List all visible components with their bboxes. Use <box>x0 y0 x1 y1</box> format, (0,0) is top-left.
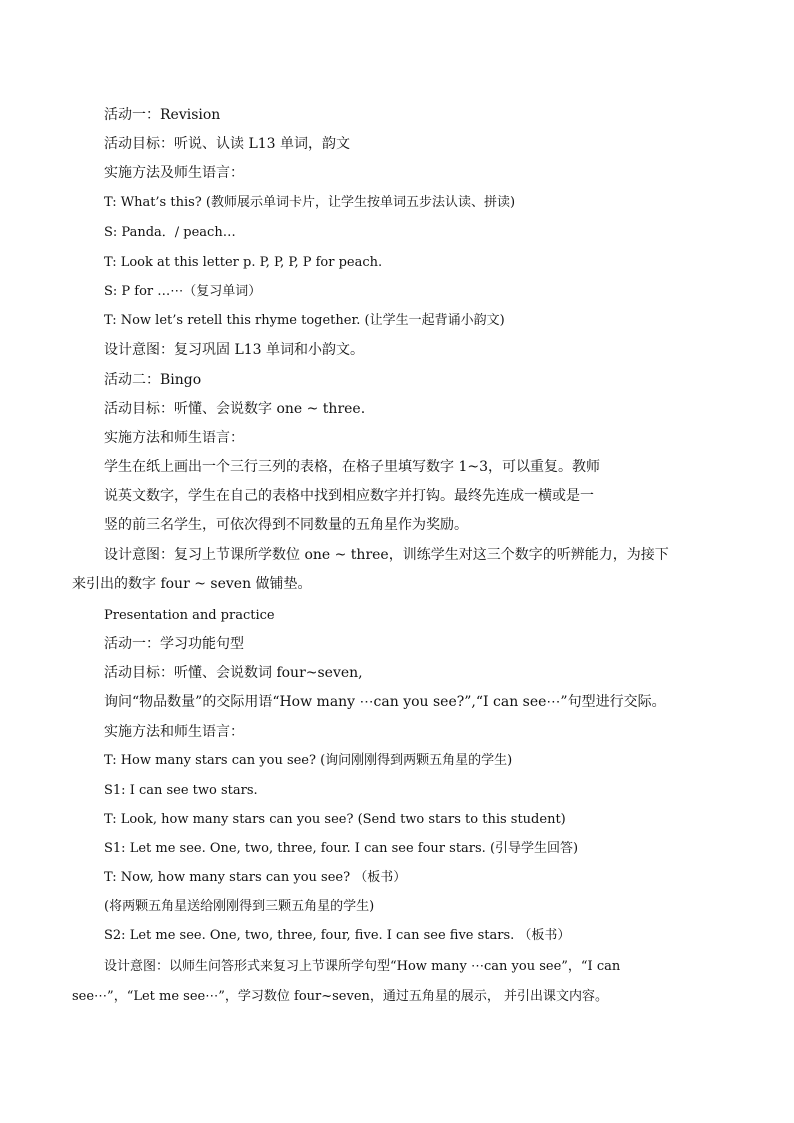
dialogue-line: S2: Let me see. One, two, three, four, five. I can see five stars. （板书） <box>104 928 571 943</box>
activity2-bingo-heading: 活动二：Bingo <box>104 372 202 388</box>
design-intent: 设计意图：复习巩固 L13 单词和小韵文。 <box>104 342 365 358</box>
activity1-method-heading: 实施方法及师生语言： <box>104 165 244 181</box>
dialogue-line: S: P for …⋯（复习单词） <box>104 284 262 299</box>
activity1-goal: 活动目标：听说、认读 L13 单词，韵文 <box>104 136 351 152</box>
dialogue-line: T: Now, how many stars can you see? （板书） <box>104 870 407 885</box>
activity-goal: 活动目标：听懂、会说数词 four~seven, <box>104 665 363 681</box>
activity-heading: 活动一：学习功能句型 <box>104 636 244 652</box>
paragraph-line: 学生在纸上画出一个三行三列的表格，在格子里填写数字 1~3，可以重复。教师 <box>104 459 600 475</box>
dialogue-line: S1: I can see two stars. <box>104 783 258 798</box>
design-intent: 设计意图：以师生问答形式来复习上节课所学句型“How many ⋯can you see”，“I can <box>104 959 621 974</box>
paragraph-line: 说英文数字，学生在自己的表格中找到相应数字并打钩。最终先连成一横或是一 <box>104 488 594 504</box>
paragraph-line: 竖的前三名学生，可依次得到不同数量的五角星作为奖励。 <box>104 517 468 533</box>
activity1-revision-heading: 活动一：Revision <box>104 107 221 123</box>
dialogue-line: T: Now let’s retell this rhyme together. (让学生一起背诵小韵文) <box>104 313 505 328</box>
design-intent: 设计意图：复习上节课所学数位 one ~ three，训练学生对这三个数字的听辨能力，为接下 <box>104 547 669 563</box>
dialogue-line: T: Look at this letter p. P, P, P, P for peach. <box>104 255 383 270</box>
method-heading: 实施方法和师生语言： <box>104 724 244 740</box>
activity2-method-heading: 实施方法和师生语言： <box>104 430 244 446</box>
activity2-goal: 活动目标：听懂、会说数字 one ~ three. <box>104 401 366 417</box>
dialogue-line: (将两颗五角星送给刚刚得到三颗五角星的学生) <box>104 899 375 914</box>
dialogue-line: S1: Let me see. One, two, three, four. I can see four stars. (引导学生回答) <box>104 841 579 856</box>
dialogue-line: S: Panda．/ peach… <box>104 225 236 240</box>
dialogue-line: T: How many stars can you see? (询问刚刚得到两颗五角星的学生) <box>104 753 513 768</box>
activity-goal-continued: 询问“物品数量”的交际用语“How many ⋯can you see?”,“I can see⋯”句型进行交际。 <box>104 694 666 710</box>
design-intent-continued: 来引出的数字 four ~ seven 做铺垫。 <box>72 576 312 592</box>
dialogue-line: T: What’s this? (教师展示单词卡片，让学生按单词五步法认读、拼读) <box>104 195 516 210</box>
dialogue-line: T: Look, how many stars can you see? (Send two stars to this student) <box>104 812 566 827</box>
design-intent-continued: see⋯”，“Let me see⋯”，学习数位 four~seven，通过五角星的展示， 并引出课文内容。 <box>72 989 609 1004</box>
section-heading: Presentation and practice <box>104 608 275 623</box>
